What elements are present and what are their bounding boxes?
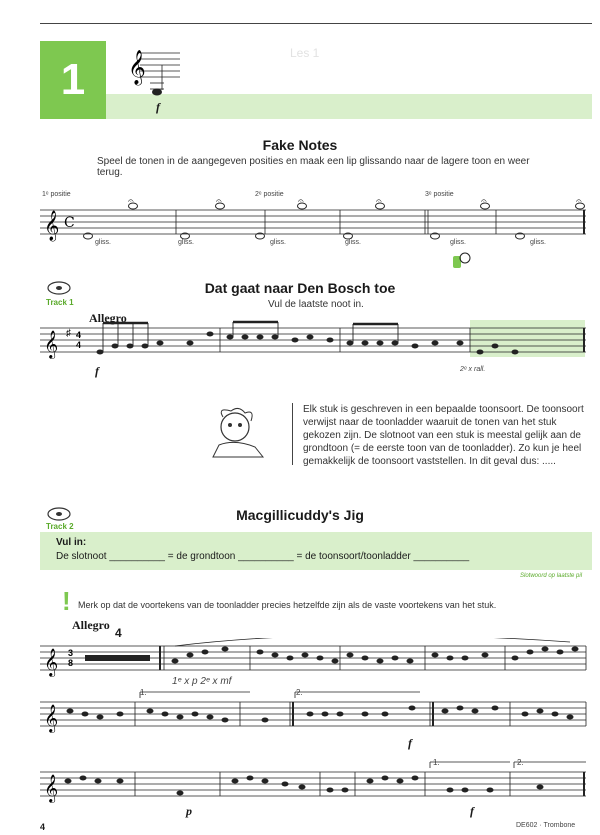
position-label-1: 1ᵉ positie — [42, 191, 71, 198]
jig-rest-count: 4 — [115, 626, 122, 640]
volta-2-a: 2. — [296, 688, 303, 697]
position-label-2: 2ᵉ positie — [255, 191, 284, 198]
fill-in-line: De slotnoot __________ = de grondtoon __________ = de toonsoort/toonladder __________ — [56, 551, 470, 562]
track-2-label: Track 2 — [46, 522, 74, 531]
fill-in-footnote: Slotwoord op laatste pil — [520, 573, 583, 579]
volta-2-b: 2. — [517, 758, 524, 767]
fill-in-label: Vul in: — [56, 537, 87, 548]
lesson-number-box — [40, 41, 106, 119]
jig-dynamic-f-1: f — [408, 736, 412, 750]
position-label-3: 3ᵉ positie — [425, 191, 454, 198]
jig-staff-3 — [40, 760, 592, 804]
svg-text:𝄐: 𝄐 — [128, 196, 134, 207]
den-bosch-instruction: Vul de laatste noot in. — [268, 299, 364, 310]
jig-staff-1 — [40, 638, 592, 682]
fake-notes-staff — [40, 196, 592, 256]
track-1-label: Track 1 — [46, 298, 74, 307]
svg-text:3: 3 — [68, 648, 74, 658]
svg-text:4: 4 — [76, 340, 82, 350]
tip-exclamation-icon: ! — [62, 586, 71, 616]
jig-staff-2 — [40, 690, 592, 734]
svg-text:𝄞: 𝄞 — [44, 648, 59, 676]
gliss-label-5: gliss. — [450, 239, 466, 246]
svg-text:♯: ♯ — [66, 328, 71, 339]
fill-in-box — [40, 532, 592, 570]
section-title-den-bosch: Dat gaat naar Den Bosch toe — [204, 280, 396, 296]
jig-dynamics: 1ᵉ x p 2ᵉ x mf — [172, 676, 232, 687]
publication-code: DE602 · Trombone — [516, 822, 576, 829]
top-rule — [40, 23, 592, 24]
rall-marking: 2ᵉ x rall. — [460, 366, 486, 373]
svg-text:𝄐: 𝄐 — [376, 196, 382, 207]
tip-text: Merk op dat de voortekens van de toonladder precies hetzelfde zijn als de vaste voortekens van het stuk. — [78, 600, 497, 610]
gliss-label-4: gliss. — [345, 239, 361, 246]
gliss-label-2: gliss. — [178, 239, 194, 246]
svg-text:𝄐: 𝄐 — [216, 196, 222, 207]
svg-text:𝄞: 𝄞 — [44, 774, 59, 802]
svg-text:4: 4 — [76, 330, 82, 340]
svg-text:𝄐: 𝄐 — [298, 196, 304, 207]
den-bosch-tempo: Allegro — [89, 311, 127, 325]
lesson-title: Les 1 — [290, 46, 320, 60]
cartoon-conductor-icon — [205, 405, 275, 463]
header-staff — [120, 45, 200, 105]
header-dynamic: f — [156, 100, 160, 114]
slide-position-icon — [450, 250, 472, 272]
page-number: 4 — [40, 822, 46, 832]
toonsoort-info-text: Elk stuk is geschreven in een bepaalde toonsoort. De toonsoort verwijst naar de toonladder waaruit de tonen van het stuk gekozen zijn. De slotnoot van een stuk is meestal gelijk aan de grondtoon (= de eerste toon van de toonladder). Zo kun je heel gemakkelijk de toonsoort vaststellen. In dit geval dus: ..... — [303, 404, 584, 467]
volta-1-a: 1. — [140, 688, 147, 697]
den-bosch-staff — [40, 318, 592, 366]
jig-tempo: Allegro — [72, 618, 110, 632]
svg-text:𝄞: 𝄞 — [44, 704, 59, 732]
section-title-fake-notes: Fake Notes — [262, 137, 338, 153]
jig-dynamic-p: p — [186, 804, 192, 818]
svg-text:8: 8 — [68, 658, 74, 668]
svg-text:C: C — [64, 215, 75, 231]
jig-dynamic-f-2: f — [470, 804, 474, 818]
volta-1-b: 1. — [433, 758, 440, 767]
gliss-label-1: gliss. — [95, 239, 111, 246]
fake-notes-instruction: Speel de tonen in de aangegeven posities en maak een lip glissando naar de lagere toon en weer terug. — [97, 156, 530, 178]
lesson-number: 1 — [60, 55, 86, 104]
section-title-jig: Macgillicuddy's Jig — [236, 507, 364, 523]
svg-text:𝄐: 𝄐 — [576, 196, 582, 207]
gliss-label-6: gliss. — [530, 239, 546, 246]
svg-text:𝄞: 𝄞 — [44, 211, 60, 241]
den-bosch-dynamic: f — [95, 364, 99, 378]
svg-text:𝄐: 𝄐 — [481, 196, 487, 207]
svg-text:𝄞: 𝄞 — [128, 50, 146, 85]
toonsoort-info-box — [292, 403, 595, 465]
gliss-label-3: gliss. — [270, 239, 286, 246]
svg-text:𝄞: 𝄞 — [44, 330, 59, 358]
